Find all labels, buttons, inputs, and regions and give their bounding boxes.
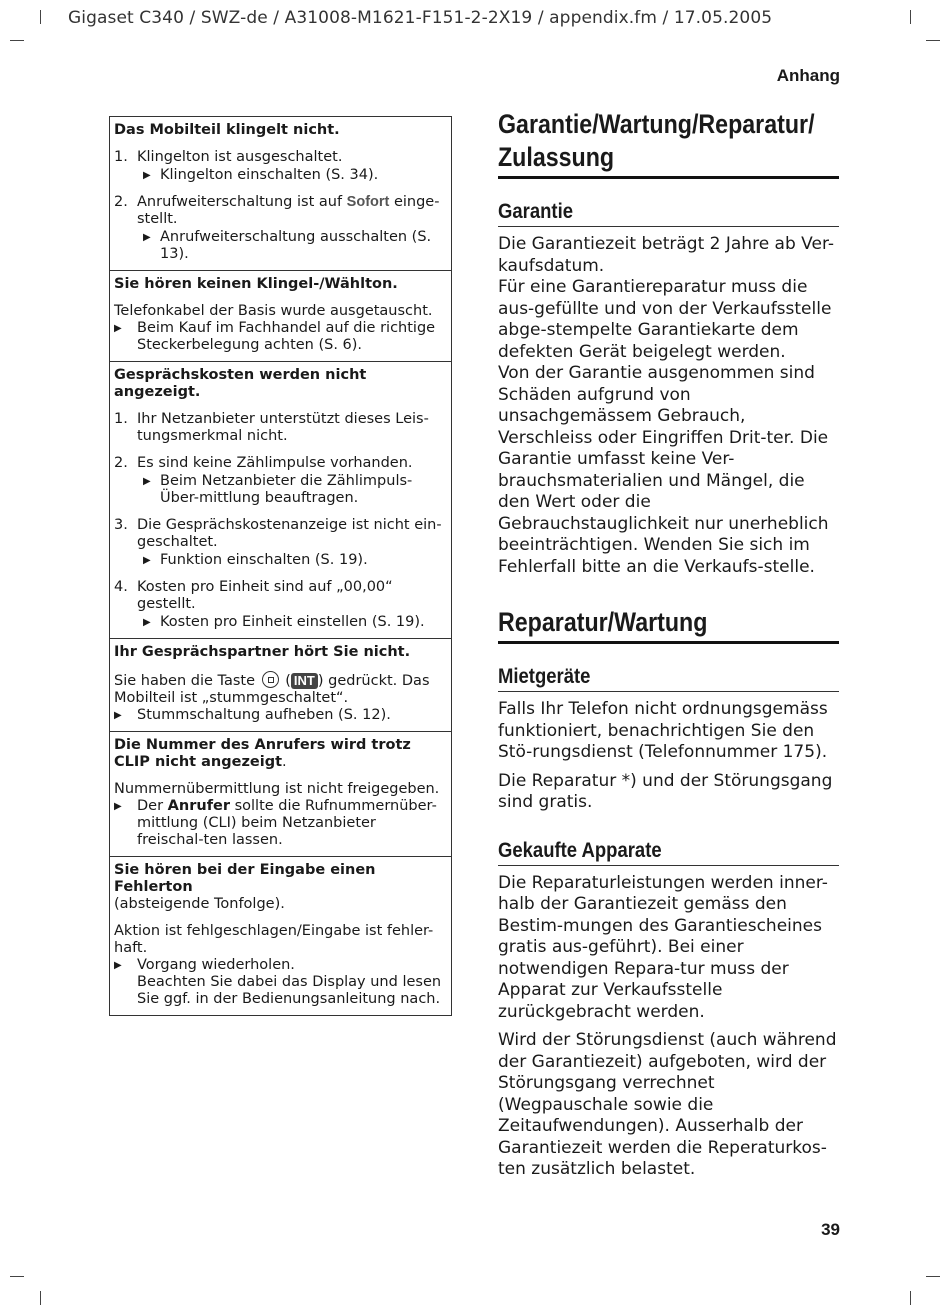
triangle-right-icon: ▶ — [143, 555, 151, 566]
triangle-right-icon: ▶ — [114, 323, 122, 334]
item-number: 2. — [114, 194, 128, 210]
action-item — [137, 473, 447, 507]
triangle-right-icon: ▶ — [143, 170, 151, 181]
block-title: Gesprächskosten werden nicht angezeigt. — [114, 367, 367, 400]
heading-line-1: Garantie/Wartung/Reparatur/ — [498, 109, 815, 139]
list-item — [114, 149, 447, 184]
block-text: Aktion ist fehlgeschlagen/Eingabe ist fehler-haft. — [114, 923, 434, 956]
item-text: Es sind keine Zählimpulse vorhanden. — [137, 455, 413, 471]
paragraph: Wird der Störungsdienst (auch während der Garantiezeit) aufgeboten, wird der Störungsgang verrechnet (Wegpauschale sowie die Zeitaufwendungen). Ausserhalb der Garantiezeit werden die Reperaturkos-ten zusätzlich belastet. — [498, 1030, 837, 1179]
action-pre: Der — [137, 798, 164, 814]
subheading-rule — [498, 226, 839, 227]
document-header: Gigaset C340 / SWZ-de / A31008-M1621-F151-2-2X19 / appendix.fm / 17.05.2005 — [68, 8, 773, 28]
action-item — [137, 167, 447, 184]
crop-mark — [910, 10, 911, 24]
subheading-mietgeraete: Mietgeräte — [498, 665, 591, 688]
item-text-post: einge-stellt. — [137, 194, 440, 227]
action-text: Stummschaltung aufheben (S. 12). — [137, 707, 391, 723]
item-text: Kosten pro Einheit sind auf „00,00“ gestellt. — [137, 579, 393, 612]
paragraph: Die Garantiezeit beträgt 2 Jahre ab Ver-kaufsdatum. — [498, 234, 834, 276]
action-item — [137, 552, 447, 569]
section-label: Anhang — [776, 66, 840, 85]
item-number: 4. — [114, 579, 128, 595]
item-text — [137, 194, 447, 228]
list-item — [114, 517, 447, 569]
action-item — [114, 798, 447, 849]
block-title — [114, 862, 447, 913]
item-number: 2. — [114, 455, 128, 471]
triangle-right-icon: ▶ — [114, 801, 122, 812]
crop-mark — [40, 1291, 41, 1305]
heading-warranty — [498, 108, 815, 174]
block-text — [114, 671, 447, 707]
triangle-right-icon: ▶ — [143, 617, 151, 628]
action-item — [114, 320, 447, 354]
subheading-garantie: Garantie — [498, 200, 573, 223]
subheading-rule — [498, 865, 839, 866]
item-number: 1. — [114, 411, 128, 427]
control-key-icon — [262, 671, 279, 688]
subheading-rule — [498, 691, 839, 692]
heading-rule — [498, 641, 839, 644]
item-number: 1. — [114, 149, 128, 165]
action-item — [137, 229, 447, 263]
item-text: Die Gesprächskostenanzeige ist nicht ein-geschaltet. — [137, 517, 442, 550]
item-number: 3. — [114, 517, 128, 533]
trouble-block-ringing — [110, 117, 451, 270]
heading-repair: Reparatur/Wartung — [498, 607, 708, 637]
open-paren: ( — [285, 673, 291, 689]
troubleshooting-table — [109, 116, 452, 1016]
crop-mark — [926, 40, 940, 41]
note-text: Beachten Sie dabei das Display und lesen Sie ggf. in der Bedienungsanleitung nach. — [137, 974, 442, 1007]
list-item — [114, 455, 447, 507]
triangle-right-icon: ▶ — [114, 710, 122, 721]
trouble-block-error-tone — [110, 856, 451, 1015]
crop-mark — [40, 10, 41, 24]
title-note: (absteigende Tonfolge). — [114, 896, 285, 912]
title-text: Sie hören bei der Eingabe einen Fehlerton — [114, 862, 376, 895]
action-item — [114, 957, 447, 974]
page-number: 39 — [821, 1220, 840, 1239]
item-text-pre: Anrufweiterschaltung ist auf — [137, 194, 343, 210]
block-text: Telefonkabel der Basis wurde ausgetauscht. — [114, 303, 433, 319]
item-text: Klingelton ist ausgeschaltet. — [137, 149, 343, 165]
sofort-keyword: Sofort — [346, 194, 390, 210]
action-bold: Anrufer — [167, 798, 230, 814]
block-title: Ihr Gesprächspartner hört Sie nicht. — [114, 644, 411, 660]
block-title: Sie hören keinen Klingel-/Wählton. — [114, 276, 398, 292]
trouble-block-caller-number — [110, 731, 451, 856]
action-text: Beim Kauf im Fachhandel auf die richtige Steckerbelegung achten (S. 6). — [137, 320, 436, 353]
action-text: Beim Netzanbieter die Zählimpuls-Über-mittlung beauftragen. — [160, 473, 413, 506]
trouble-block-call-costs — [110, 361, 451, 638]
action-item — [114, 707, 447, 724]
title-dot: . — [282, 754, 287, 770]
paragraph: Von der Garantie ausgenommen sind Schäden aufgrund von unsachgemässem Gebrauch, Verschleiss oder Eingriffen Drit-ter. Die Garantie umfasst keine Ver-brauchsmaterialien und Mängel, die den Wert oder die Gebrauchstauglichkeit nur unerheblich beeinträchtigen. Wenden Sie sich im Fehlerfall bitte an die Verkaufs-stelle. — [498, 363, 829, 577]
list-item — [114, 579, 447, 631]
paragraph: Die Reparatur *) und der Störungsgang sind gratis. — [498, 770, 833, 812]
subheading-gekaufte-apparate: Gekaufte Apparate — [498, 838, 662, 862]
list-item — [114, 411, 447, 445]
paragraph: Falls Ihr Telefon nicht ordnungsgemäss funktioniert, benachrichtigen Sie den Stö-rungsdienst (Telefonnummer 175). — [498, 699, 828, 762]
paragraph: Die Reparaturleistungen werden inner-halb der Garantiezeit gemäss den Bestim-mungen des Garantiescheines gratis aus-geführt). Bei einer notwendigen Repara-tur muss der Apparat zur Verkaufsstelle zurückgebracht werden. — [498, 872, 828, 1022]
block-text: Nummernübermittlung ist nicht freigegeben. — [114, 781, 440, 797]
action-item — [137, 614, 447, 631]
title-text: Die Nummer des Anrufers wird trotz CLIP nicht angezeigt — [114, 737, 411, 770]
item-text: Ihr Netzanbieter unterstützt dieses Leis-tungsmerkmal nicht. — [137, 411, 429, 444]
block-title: Das Mobilteil klingelt nicht. — [114, 122, 340, 138]
crop-mark — [10, 1276, 24, 1277]
paragraph: Für eine Garantiereparatur muss die aus-gefüllte und von der Verkaufsstelle abge-stempelte Garantiekarte dem defekten Gerät beigelegt werden. — [498, 277, 832, 362]
action-text: Vorgang wiederholen. — [137, 957, 295, 973]
right-column — [498, 108, 839, 1188]
int-key-badge: INT — [291, 673, 318, 689]
action-post: sollte die Rufnummernüber-mittlung (CLI) beim Netzanbieter freischal-ten lassen. — [137, 798, 437, 848]
text-pre: Sie haben die Taste — [114, 673, 256, 689]
text-post: ) gedrückt. Das Mobilteil ist „stummgeschaltet“. — [114, 673, 430, 706]
action-text: Funktion einschalten (S. 19). — [160, 552, 368, 568]
triangle-right-icon: ▶ — [114, 960, 122, 971]
action-text: Kosten pro Einheit einstellen (S. 19). — [160, 614, 425, 630]
crop-mark — [926, 1276, 940, 1277]
heading-rule — [498, 176, 839, 179]
trouble-block-partner-cannot-hear — [110, 638, 451, 731]
list-item — [114, 194, 447, 263]
triangle-right-icon: ▶ — [143, 232, 151, 243]
action-text: Anrufweiterschaltung ausschalten (S. 13). — [160, 229, 432, 262]
crop-mark — [10, 40, 24, 41]
heading-line-2: Zulassung — [498, 142, 615, 172]
crop-mark — [910, 1291, 911, 1305]
trouble-block-dial-tone — [110, 270, 451, 361]
triangle-right-icon: ▶ — [143, 476, 151, 487]
block-title — [114, 737, 447, 771]
action-text: Klingelton einschalten (S. 34). — [160, 167, 379, 183]
